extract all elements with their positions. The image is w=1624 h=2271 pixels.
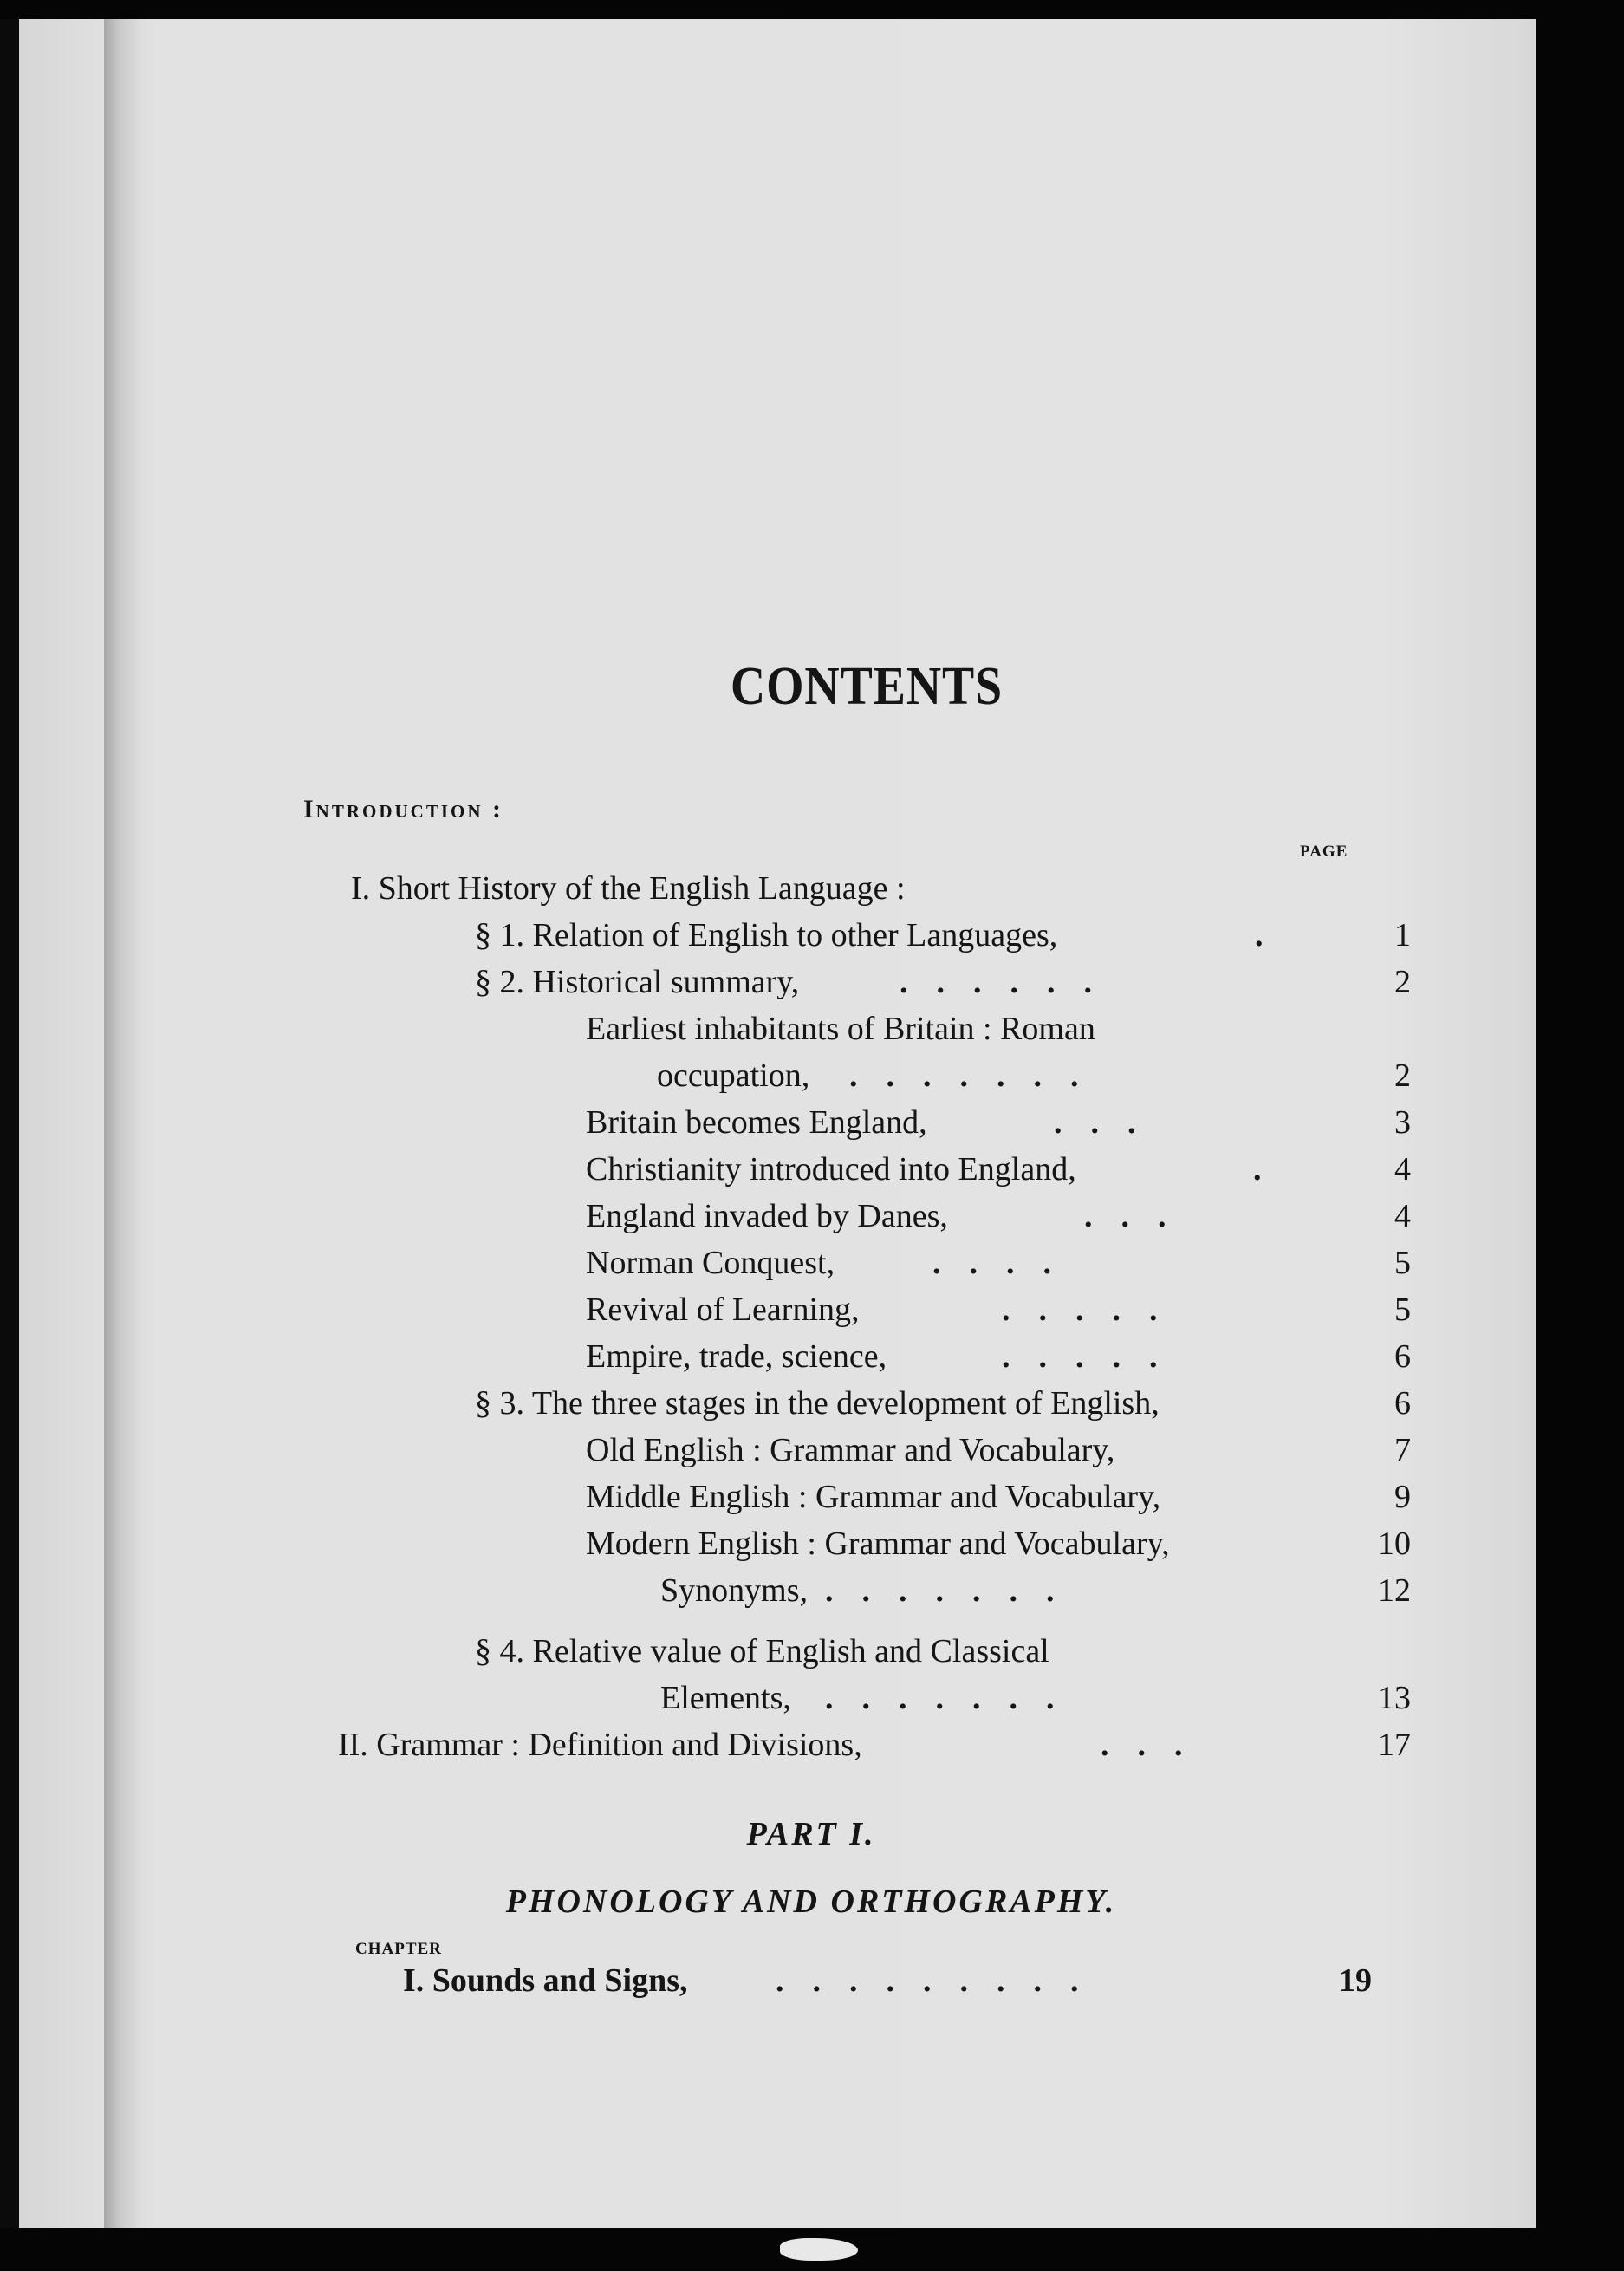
toc-leader-dots: .... (932, 1245, 1080, 1281)
part-title: PHONOLOGY AND ORTHOGRAPHY. (505, 1884, 1117, 1920)
toc-entry-text: Old English : Grammar and Vocabulary, (586, 1432, 1115, 1468)
toc-entry (660, 1675, 1411, 1721)
toc-page-number: 19 (1339, 1962, 1372, 1999)
toc-entry-text: I. Sounds and Signs, (403, 1962, 688, 1999)
toc-entry (586, 1193, 1411, 1240)
toc-entry-text: England invaded by Danes, (586, 1198, 948, 1234)
toc-leader-dots: ....... (825, 1680, 1083, 1716)
toc-leader-dots: ..... (1002, 1338, 1186, 1375)
toc-entry-text: § 2. Historical summary, (475, 964, 800, 1000)
toc-entry (586, 1005, 1383, 1052)
page-column-label: PAGE (1300, 843, 1348, 861)
toc-entry-text: II. Grammar : Definition and Divisions, (338, 1727, 862, 1763)
toc-leader-dots: ... (1101, 1727, 1212, 1763)
toc-entry-text: occupation, (657, 1057, 810, 1094)
toc-page-number: 4 (1394, 1151, 1411, 1188)
toc-page-number: 2 (1394, 1057, 1411, 1094)
toc-entry-text: Christianity introduced into England, (586, 1151, 1076, 1188)
toc-entry (660, 1567, 1411, 1614)
toc-leader-dots: ..... (1002, 1292, 1186, 1328)
toc-page-number: 3 (1394, 1104, 1411, 1141)
section-heading-introduction: Introduction : (303, 795, 504, 823)
toc-entry-text: I. Short History of the English Language : (351, 870, 906, 907)
scan-artifact (780, 2238, 858, 2261)
page-title: CONTENTS (730, 657, 1004, 716)
toc-leader-dots: ......... (776, 1962, 1108, 1999)
toc-entry-text: Britain becomes England, (586, 1104, 927, 1141)
toc-entry-text: § 4. Relative value of English and Classical (475, 1633, 1049, 1669)
toc-leader-dots: ....... (849, 1057, 1108, 1094)
toc-page-number: 5 (1394, 1245, 1411, 1281)
toc-page-number: 12 (1378, 1572, 1411, 1609)
toc-entry (475, 1380, 1411, 1427)
toc-entry-text: Middle English : Grammar and Vocabulary, (586, 1479, 1161, 1515)
toc-entry-text: Elements, (660, 1680, 791, 1716)
toc-leader-dots: ... (1054, 1104, 1165, 1141)
toc-entry-text: Revival of Learning, (586, 1292, 860, 1328)
toc-page-number: 6 (1394, 1338, 1411, 1375)
toc-page-number: 5 (1394, 1292, 1411, 1328)
toc-entry (586, 1427, 1411, 1474)
toc-entry (338, 1721, 1411, 1768)
toc-page-number: 7 (1394, 1432, 1411, 1468)
toc-page-number: 1 (1394, 917, 1411, 953)
toc-entry-text: Empire, trade, science, (586, 1338, 887, 1375)
toc-page-number: 17 (1378, 1727, 1411, 1763)
toc-page-number: 6 (1394, 1385, 1411, 1422)
toc-entry (657, 1052, 1411, 1099)
toc-entry-text: Norman Conquest, (586, 1245, 835, 1281)
toc-entry (586, 1146, 1411, 1193)
toc-entry (475, 912, 1411, 959)
toc-page-number: 9 (1394, 1479, 1411, 1515)
toc-entry (586, 1333, 1411, 1380)
toc-entry (475, 959, 1411, 1005)
toc-entry (586, 1520, 1411, 1567)
toc-entry (586, 1286, 1411, 1333)
toc-entry-text: § 3. The three stages in the development of English, (475, 1385, 1160, 1422)
scanned-page (0, 19, 1536, 2228)
toc-page-number: 13 (1378, 1680, 1411, 1716)
toc-page-number: 10 (1378, 1526, 1411, 1562)
toc-leader-dots: ... (1084, 1198, 1195, 1234)
contents-page (0, 19, 1536, 2228)
chapter-column-label: CHAPTER (355, 1940, 442, 1958)
toc-entry-text: § 1. Relation of English to other Languages, (475, 917, 1058, 953)
toc-leader-dots: . (1255, 917, 1292, 953)
toc-entry (586, 1099, 1411, 1146)
toc-leader-dots: . (1253, 1151, 1290, 1188)
part-number: PART I. (746, 1816, 876, 1852)
toc-chapter-entry (403, 1957, 1391, 2004)
toc-entry-text: Synonyms, (660, 1572, 808, 1609)
toc-entry (586, 1240, 1411, 1286)
toc-entry (475, 1628, 1385, 1675)
toc-entry (351, 865, 1391, 912)
toc-page-number: 2 (1394, 964, 1411, 1000)
toc-entry-text: Modern English : Grammar and Vocabulary, (586, 1526, 1170, 1562)
toc-entry-text: Earliest inhabitants of Britain : Roman (586, 1011, 1095, 1047)
toc-entry (586, 1474, 1411, 1520)
toc-leader-dots: ...... (900, 964, 1121, 1000)
toc-page-number: 4 (1394, 1198, 1411, 1234)
toc-leader-dots: ....... (825, 1572, 1083, 1609)
